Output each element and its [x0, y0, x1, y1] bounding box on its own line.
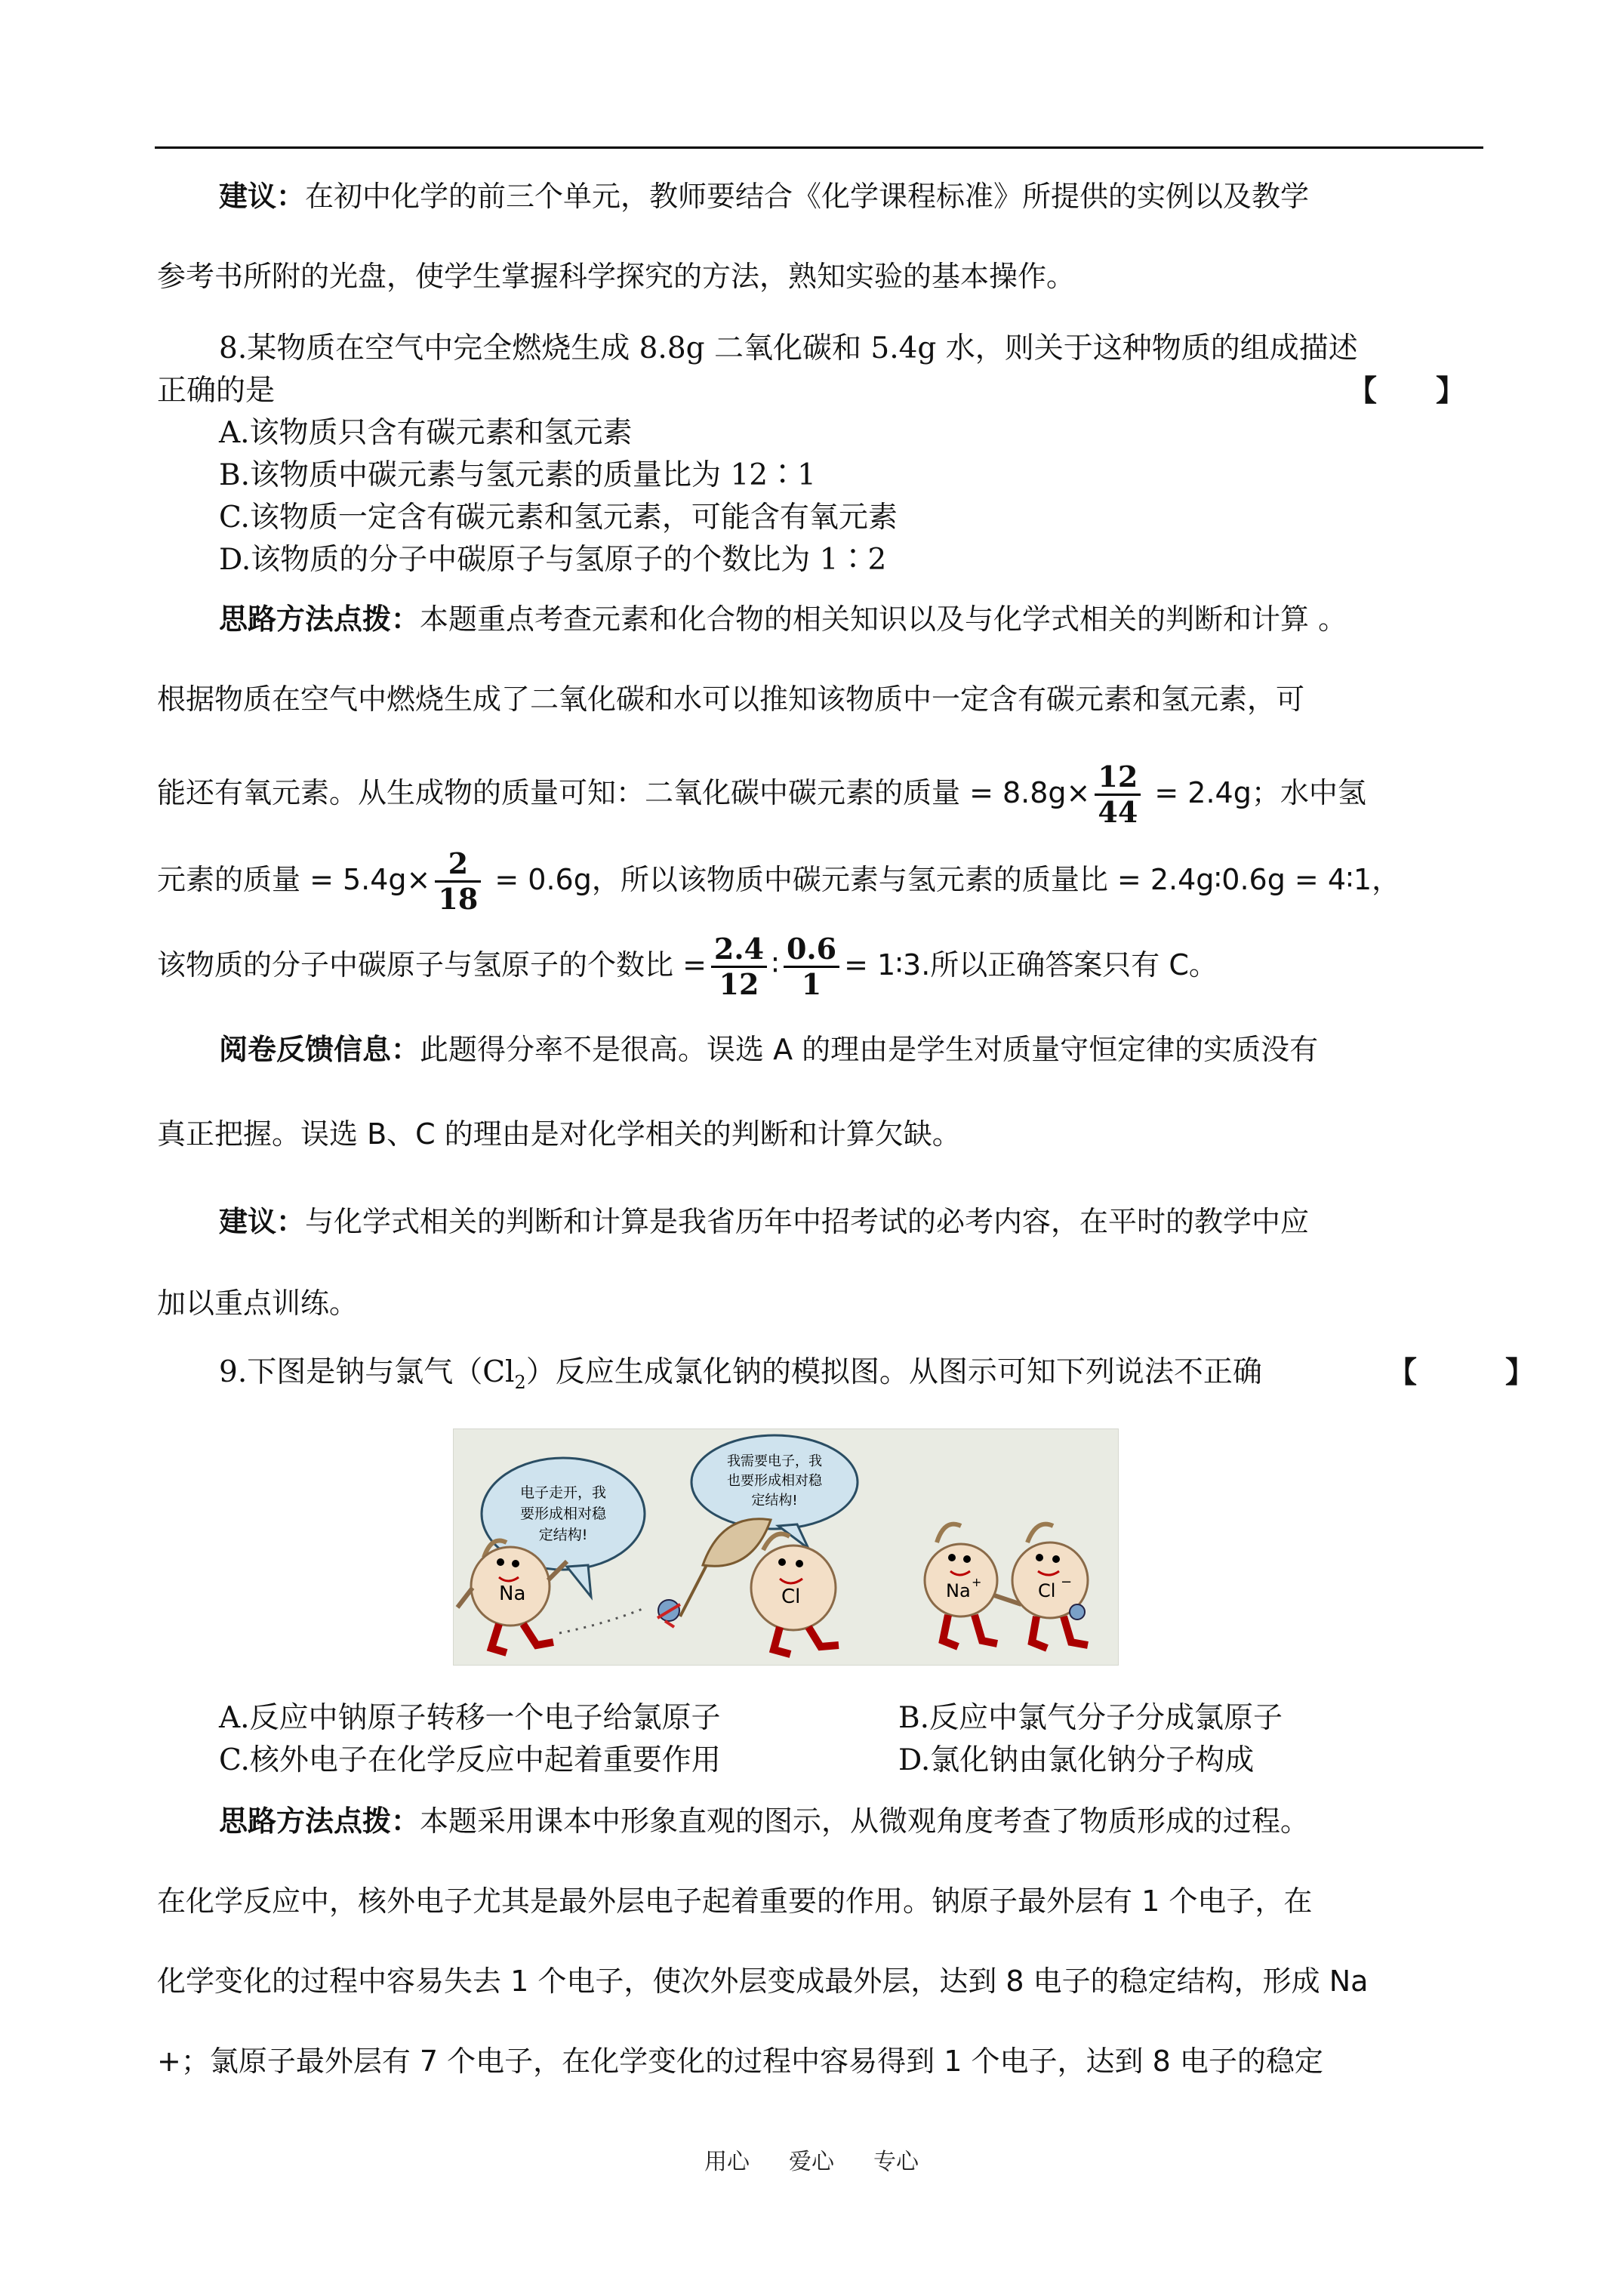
bubble1-line2: 要形成相对稳 [519, 1505, 607, 1522]
fraction-2-18: $\frac{2}{18}$ [435, 847, 481, 916]
fb8-label: 阅卷反馈信息： [219, 1033, 420, 1066]
cl-atom-character [751, 1534, 839, 1654]
cl-ion-character [1012, 1524, 1088, 1648]
bubble1-line1: 电子走开，我 [519, 1484, 607, 1501]
fraction-2.4-12: $\frac{2.4}{12}$ [711, 932, 767, 1001]
cl-ion-charge: − [1061, 1574, 1073, 1590]
a9-line-3: 化学变化的过程中容易失去 1 个电子，使次外层变成最外层，达到 8 电子的稳定结构，形成 Na [157, 1965, 1369, 1998]
a9-label: 思路方法点拨： [219, 1804, 420, 1838]
q8-option-a: A.该物质只含有碳元素和氢元素 [219, 416, 633, 450]
na-ion-label: Na [946, 1580, 971, 1601]
s8-line-2: 加以重点训练。 [157, 1287, 359, 1320]
q8-option-b: B.该物质中碳元素与氢元素的质量比为 12∶1 [219, 458, 816, 492]
q8-answer-bracket: 【 】 [1347, 374, 1466, 408]
suggestion-line-1: 建议：在初中化学的前三个单元，教师要结合《化学课程标准》所提供的实例以及教学 [219, 180, 1310, 213]
a9-line-4: +；氯原子最外层有 7 个电子，在化学变化的过程中容易得到 1 个电子，达到 8 电子的稳定 [157, 2045, 1323, 2078]
bubble2-line2: 也要形成相对稳 [727, 1473, 822, 1489]
q8-option-c: C.该物质一定含有碳元素和氢元素，可能含有氧元素 [219, 501, 898, 535]
suggestion-line-2: 参考书所附的光盘，使学生掌握科学探究的方法，熟知实验的基本操作。 [157, 260, 1076, 293]
q9-option-b: B.反应中氯气分子分成氯原子 [898, 1701, 1283, 1735]
q9-option-c: C.核外电子在化学反应中起着重要作用 [219, 1743, 721, 1777]
bubble2-line3: 定结构! [751, 1493, 798, 1509]
footer-item-1: 用心 [704, 2149, 750, 2175]
electron-icon [658, 1600, 680, 1627]
bubble1-line3: 定结构! [538, 1527, 588, 1543]
fraction-0.6-1: $\frac{0.6}{1}$ [784, 932, 839, 1001]
a9-line-2: 在化学反应中，核外电子尤其是最外层电子起着重要的作用。钠原子最外层有 1 个电子，在 [157, 1885, 1313, 1918]
na-ion-character [925, 1524, 1021, 1647]
footer-item-2: 爱心 [789, 2149, 834, 2175]
s8-label: 建议： [219, 1205, 306, 1238]
illustration-svg [454, 1429, 1118, 1665]
suggestion-label: 建议： [219, 180, 306, 213]
page-footer [0, 2143, 1623, 2176]
a8-line-2: 根据物质在空气中燃烧生成了二氧化碳和水可以推知该物质中一定含有碳元素和氢元素，可 [157, 683, 1305, 716]
q8-stem-line-2: 正确的是 [157, 374, 276, 408]
q8-option-d: D.该物质的分子中碳原子与氢原子的个数比为 1∶2 [219, 543, 887, 577]
a8-line-3: 能还有氧元素。从生成物的质量可知：二氧化碳中碳元素的质量 = 8.8g× $\frac{12}{44}$ = 2.4g；水中氢 [157, 760, 1366, 829]
electron-trail [559, 1609, 642, 1633]
a9-line-1: 思路方法点拨：本题采用课本中形象直观的图示，从微观角度考查了物质形成的过程。 [219, 1804, 1310, 1838]
sodium-chlorine-illustration [453, 1428, 1119, 1666]
fraction-12-44: $\frac{12}{44}$ [1095, 760, 1141, 829]
na-ion-charge: + [972, 1575, 982, 1589]
speech-bubble-cl [691, 1435, 858, 1549]
fb8-line-2: 真正把握。误选 B、C 的理由是对化学相关的判断和计算欠缺。 [157, 1117, 961, 1151]
q9-option-a: A.反应中钠原子转移一个电子给氯原子 [219, 1701, 721, 1735]
q8-stem-line-1: 8.某物质在空气中完全燃烧生成 8.8g 二氧化碳和 5.4g 水，则关于这种物质的组成描述 [219, 331, 1358, 365]
cl-ion-label: Cl [1038, 1580, 1056, 1601]
q9-stem: 9.下图是钠与氯气$(Cl_2)$反应生成氯化钠的模拟图。从图示可知下列说法不正确 [219, 1355, 1262, 1393]
na-label: Na [499, 1583, 526, 1605]
a8-line-5: 该物质的分子中碳原子与氢原子的个数比 = $\frac{2.4}{12}$ ∶ $\frac{0.6}{1}$ = 1∶3.所以正确答案只有 C。 [157, 932, 1218, 1001]
footer-item-3: 专心 [873, 2149, 919, 2175]
fb8-line-1: 阅卷反馈信息：此题得分率不是很高。误选 A 的理由是学生对质量守恒定律的实质没有 [219, 1033, 1319, 1066]
q9-option-d: D.氯化钠由氯化钠分子构成 [898, 1743, 1255, 1777]
header-rule [155, 146, 1483, 149]
q9-answer-bracket: 【 】 [1387, 1355, 1535, 1390]
bubble2-line1: 我需要电子，我 [727, 1453, 822, 1469]
s8-line-1: 建议：与化学式相关的判断和计算是我省历年中招考试的必考内容，在平时的教学中应 [219, 1205, 1310, 1238]
a8-line-1: 思路方法点拨：本题重点考查元素和化合物的相关知识以及与化学式相关的判断和计算 。 [219, 603, 1347, 636]
a8-label: 思路方法点拨： [219, 603, 420, 636]
a8-line-4: 元素的质量 = 5.4g× $\frac{2}{18}$ = 0.6g，所以该物质中碳元素与氢元素的质量比 = 2.4g∶0.6g = 4∶1， [157, 846, 1401, 916]
cl-label: Cl [781, 1586, 801, 1608]
